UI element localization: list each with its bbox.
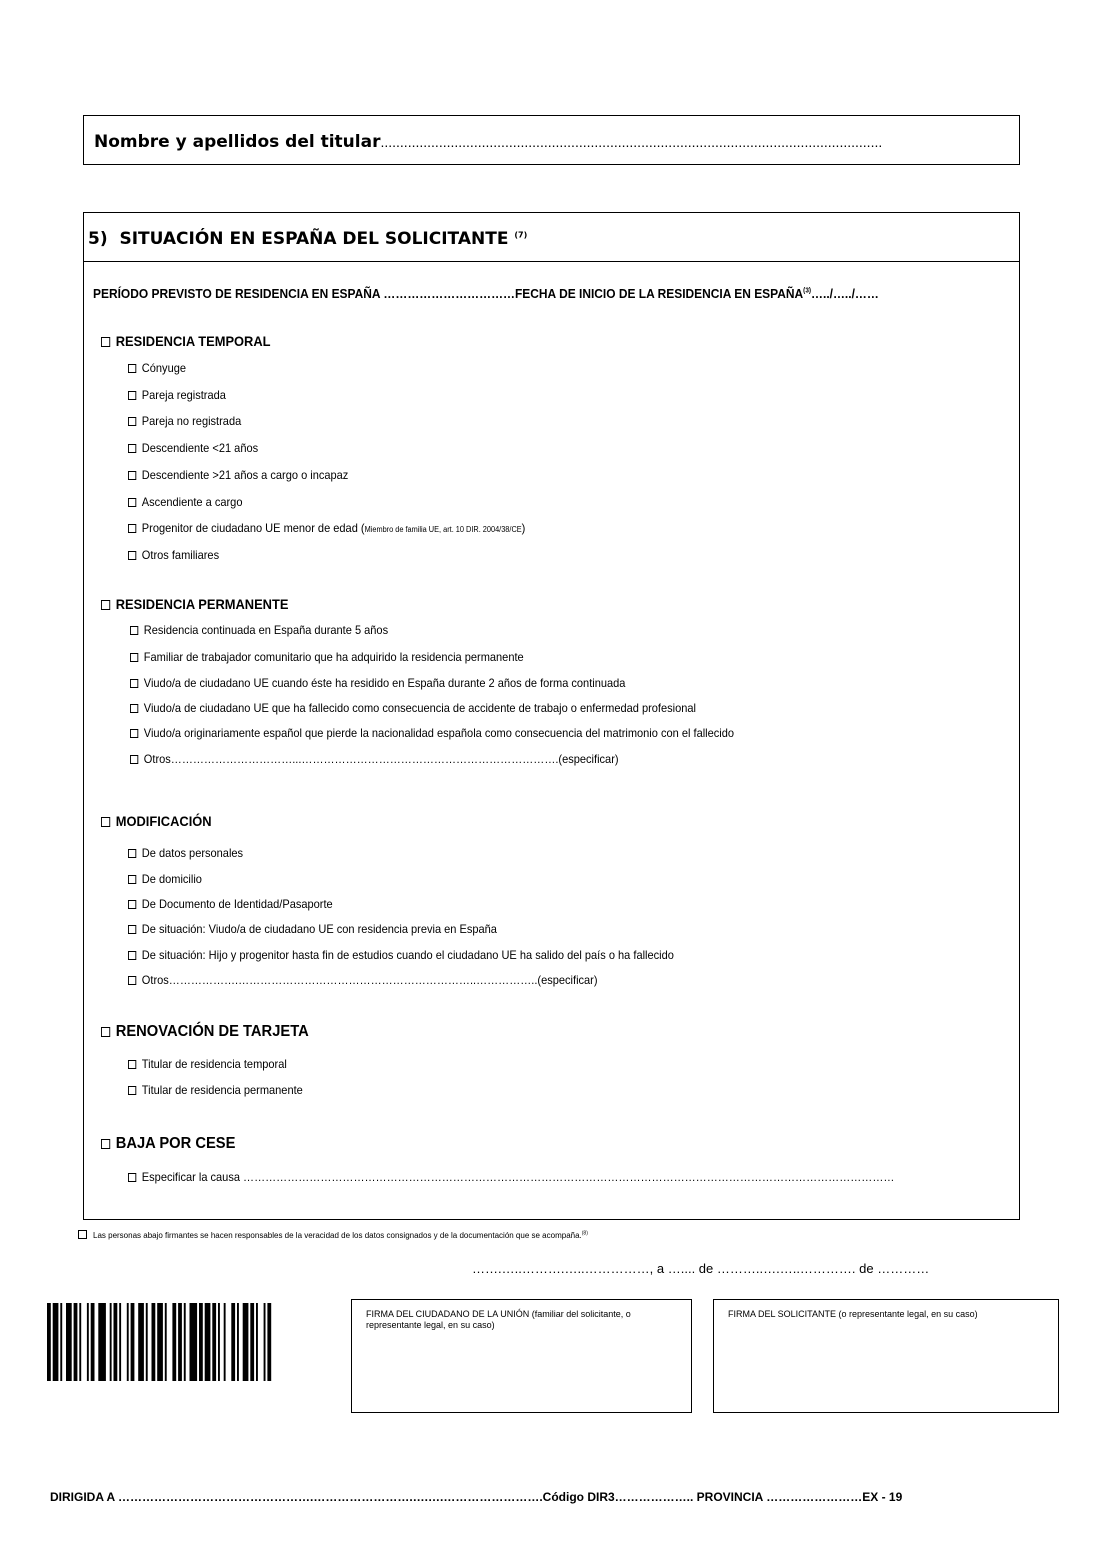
signature-box-solicitante[interactable]: [713, 1299, 1059, 1413]
section-number: 5): [88, 229, 108, 249]
option-especificar-causa[interactable]: [128, 1170, 894, 1184]
checkbox-icon[interactable]: [128, 1060, 136, 1069]
group-modificacion-title: MODIFICACIÓN: [115, 813, 212, 829]
declaration[interactable]: [78, 1230, 588, 1240]
option-label: Familiar de trabajador comunitario que ha adquirido la residencia permanente: [143, 650, 524, 664]
section-note: (7): [514, 230, 528, 240]
checkbox-icon[interactable]: [101, 1139, 110, 1149]
checkbox-icon[interactable]: [78, 1230, 87, 1239]
option-ascendiente[interactable]: [128, 495, 242, 509]
option-label: Especificar la causa ……………………………………………………………………………………………………………………………………………………………: [141, 1170, 895, 1184]
checkbox-icon[interactable]: [130, 626, 138, 635]
checkbox-icon[interactable]: [128, 391, 136, 400]
option-label: Descendiente <21 años: [141, 441, 259, 455]
option-conyuge[interactable]: [128, 361, 186, 375]
fecha-note: (3): [803, 287, 812, 295]
checkbox-icon[interactable]: [128, 976, 136, 985]
group-baja-title: BAJA POR CESE: [115, 1135, 236, 1152]
option-pareja-no-registrada[interactable]: [128, 414, 241, 428]
option-note: Miembro de familia UE, art. 10 DIR. 2004/38/CE: [364, 525, 522, 534]
option-label: Pareja registrada: [141, 388, 226, 402]
checkbox-icon[interactable]: [130, 704, 138, 713]
option-label: Titular de residencia permanente: [141, 1083, 303, 1097]
checkbox-icon[interactable]: [130, 679, 138, 688]
signature-label-solicitante: FIRMA DEL SOLICITANTE (o representante legal, en su caso): [728, 1309, 978, 1319]
barcode-bars: [47, 1303, 271, 1381]
option-label: De domicilio: [141, 872, 202, 886]
group-temporal[interactable]: [101, 333, 271, 349]
checkbox-icon[interactable]: [101, 1027, 110, 1037]
option-familiar-trabajador[interactable]: [130, 650, 524, 664]
periodo-label: PERÍODO PREVISTO DE RESIDENCIA EN ESPAÑA: [93, 286, 381, 301]
checkbox-icon[interactable]: [128, 417, 136, 426]
titular-label: Nombre y apellidos del titular: [94, 132, 381, 152]
checkbox-icon[interactable]: [128, 524, 136, 533]
option-residencia-continuada[interactable]: [130, 623, 388, 637]
section-body: [83, 261, 1020, 1220]
option-label: Otros……………….………………………………………………………..……………..(especificar): [141, 973, 598, 987]
option-label: Pareja no registrada: [141, 414, 242, 428]
signature-label-ciudadano: FIRMA DEL CIUDADANO DE LA UNIÓN (familiar del solicitante, o representante legal, en su caso): [366, 1309, 631, 1330]
checkbox-icon[interactable]: [128, 444, 136, 453]
checkbox-icon[interactable]: [128, 875, 136, 884]
option-otros-modificacion[interactable]: [128, 973, 598, 987]
section-title-text: SITUACIÓN EN ESPAÑA DEL SOLICITANTE: [119, 229, 509, 249]
checkbox-icon[interactable]: [128, 364, 136, 373]
checkbox-icon[interactable]: [101, 600, 110, 610]
option-titular-temporal[interactable]: [128, 1057, 287, 1071]
checkbox-icon[interactable]: [128, 498, 136, 507]
periodo-field[interactable]: ……………………………: [383, 286, 515, 301]
option-label: De situación: Hijo y progenitor hasta fin de estudios cuando el ciudadano UE ha salido del país o ha fallecido: [141, 948, 674, 962]
option-datos-personales[interactable]: [128, 846, 243, 860]
checkbox-icon[interactable]: [130, 729, 138, 738]
option-label: Viudo/a de ciudadano UE cuando éste ha residido en España durante 2 años de forma continuada: [143, 676, 626, 690]
checkbox-icon[interactable]: [128, 1173, 136, 1182]
option-label: Viudo/a de ciudadano UE que ha fallecido como consecuencia de accidente de trabajo o enfermedad profesional: [143, 701, 696, 715]
option-label: Ascendiente a cargo: [141, 495, 243, 509]
option-label: Progenitor de ciudadano UE menor de edad (: [141, 521, 365, 535]
checkbox-icon[interactable]: [128, 471, 136, 480]
checkbox-icon[interactable]: [128, 849, 136, 858]
checkbox-icon[interactable]: [128, 951, 136, 960]
option-label: Residencia continuada en España durante 5 años: [143, 623, 389, 637]
footer-dirigida[interactable]: DIRIGIDA A ………………………………………….…………………….….….…………………….Código DIR3……………….. PROVINCIA ……………………EX - 19: [50, 1490, 903, 1504]
group-permanente[interactable]: [101, 596, 288, 612]
checkbox-icon[interactable]: [130, 755, 138, 764]
option-domicilio[interactable]: [128, 872, 202, 886]
section-header: [83, 212, 1020, 262]
group-renovacion[interactable]: [101, 1023, 309, 1041]
checkbox-icon[interactable]: [128, 925, 136, 934]
option-label: Descendiente >21 años a cargo o incapaz: [141, 468, 349, 482]
option-label: De datos personales: [141, 846, 244, 860]
option-otros-permanente[interactable]: [130, 752, 619, 766]
option-otros-familiares[interactable]: [128, 548, 219, 562]
option-label: Otros familiares: [141, 548, 220, 562]
option-label: Otros……………………………...…………………………………………………………….(especificar): [143, 752, 619, 766]
titular-box: [83, 115, 1020, 165]
option-situacion-viudo[interactable]: [128, 922, 497, 936]
checkbox-icon[interactable]: [128, 1086, 136, 1095]
declaration-note: (8): [581, 1230, 588, 1237]
group-permanente-title: RESIDENCIA PERMANENTE: [115, 596, 289, 612]
option-label: Titular de residencia temporal: [141, 1057, 287, 1071]
signature-box-ciudadano[interactable]: [351, 1299, 692, 1413]
group-modificacion[interactable]: [101, 813, 212, 829]
checkbox-icon[interactable]: [101, 337, 110, 347]
group-baja[interactable]: [101, 1135, 235, 1153]
titular-field[interactable]: .................................................................................................................................: [380, 134, 883, 150]
date-line[interactable]: …….…..……….…..……………, a ….... de ………..….…..…………. de …………: [472, 1261, 930, 1276]
option-descendiente-mayor[interactable]: [128, 468, 348, 482]
option-note-close: ): [521, 521, 526, 535]
option-progenitor[interactable]: [128, 521, 525, 535]
checkbox-icon[interactable]: [128, 551, 136, 560]
titular-line: [94, 132, 882, 152]
fecha-label: FECHA DE INICIO DE LA RESIDENCIA EN ESPAÑA: [514, 286, 804, 301]
section-title: [88, 229, 527, 249]
option-label: Cónyuge: [141, 361, 187, 375]
option-situacion-hijo[interactable]: [128, 948, 674, 962]
option-viudo-residido[interactable]: [130, 676, 625, 690]
group-renovacion-title: RENOVACIÓN DE TARJETA: [115, 1023, 309, 1040]
checkbox-icon[interactable]: [101, 817, 110, 827]
option-label: De Documento de Identidad/Pasaporte: [141, 897, 333, 911]
residence-line: [93, 286, 879, 301]
option-label: Viudo/a originariamente español que pierde la nacionalidad española como consecuencia del matrimonio con el fallecido: [143, 726, 735, 740]
group-temporal-title: RESIDENCIA TEMPORAL: [115, 333, 271, 349]
option-pareja-registrada[interactable]: [128, 388, 226, 402]
option-titular-permanente[interactable]: [128, 1083, 303, 1097]
barcode: [47, 1303, 319, 1381]
checkbox-icon[interactable]: [130, 653, 138, 662]
option-documento[interactable]: [128, 897, 333, 911]
option-viudo-espanol[interactable]: [130, 726, 734, 740]
declaration-text: Las personas abajo firmantes se hacen responsables de la veracidad de los datos consignados y de la documentación que se acompaña.: [93, 1231, 582, 1240]
option-descendiente-menor[interactable]: [128, 441, 258, 455]
fecha-field[interactable]: …../…../……: [811, 286, 879, 301]
checkbox-icon[interactable]: [128, 900, 136, 909]
option-label: De situación: Viudo/a de ciudadano UE con residencia previa en España: [141, 922, 497, 936]
option-viudo-accidente[interactable]: [130, 701, 696, 715]
